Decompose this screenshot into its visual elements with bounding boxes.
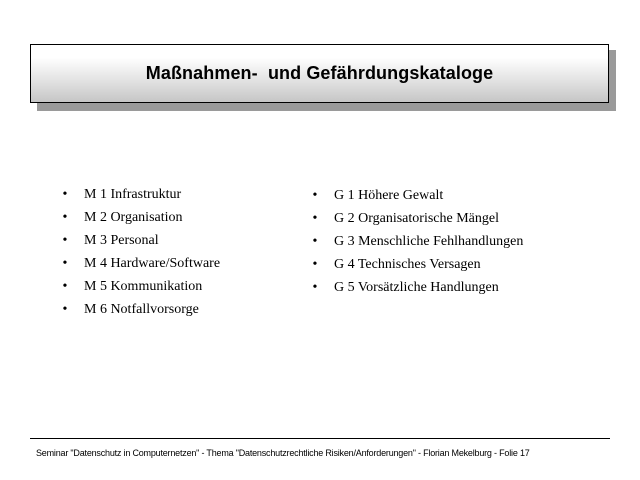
- list-item: [60, 206, 220, 229]
- list-item: [60, 229, 220, 252]
- list-item-text: G 3 Menschliche Fehlhandlungen: [334, 234, 524, 249]
- list-item-text: M 2 Organisation: [84, 210, 183, 225]
- bullet: •: [312, 280, 318, 295]
- list-item: [310, 276, 523, 299]
- list-item: [310, 230, 523, 253]
- bullet: •: [62, 256, 68, 271]
- threats-list: [310, 184, 523, 299]
- list-item-text: M 5 Kommunikation: [84, 279, 203, 294]
- list-item-text: M 6 Notfallvorsorge: [84, 302, 199, 317]
- list-item: [60, 275, 220, 298]
- list-item-text: G 5 Vorsätzliche Handlungen: [334, 280, 499, 295]
- slide-title: Maßnahmen- und Gefährdungskataloge: [145, 63, 494, 83]
- list-item-text: G 4 Technisches Versagen: [334, 257, 481, 272]
- bullet: •: [62, 302, 68, 317]
- footer-divider: [30, 438, 610, 439]
- list-item: [310, 253, 523, 276]
- list-item: [60, 252, 220, 275]
- bullet: •: [312, 188, 318, 203]
- bullet: •: [62, 187, 68, 202]
- measures-list: [60, 183, 220, 321]
- title-box: [30, 44, 609, 103]
- list-item-text: G 2 Organisatorische Mängel: [334, 211, 499, 226]
- bullet: •: [312, 257, 318, 272]
- list-item-text: G 1 Höhere Gewalt: [334, 188, 444, 203]
- bullet: •: [312, 211, 318, 226]
- list-item-text: M 3 Personal: [84, 233, 159, 248]
- bullet: •: [312, 234, 318, 249]
- list-item: [310, 207, 523, 230]
- footer-text: Seminar "Datenschutz in Computernetzen" - Thema "Datenschutzrechtliche Risiken/Anforderungen" - Florian Mekelburg - Folie 17: [36, 448, 530, 458]
- bullet: •: [62, 279, 68, 294]
- bullet: •: [62, 233, 68, 248]
- list-item: [310, 184, 523, 207]
- list-item: [60, 183, 220, 206]
- bullet: •: [62, 210, 68, 225]
- list-item-text: M 1 Infrastruktur: [84, 187, 182, 202]
- list-item-text: M 4 Hardware/Software: [84, 256, 221, 271]
- list-item: [60, 298, 220, 321]
